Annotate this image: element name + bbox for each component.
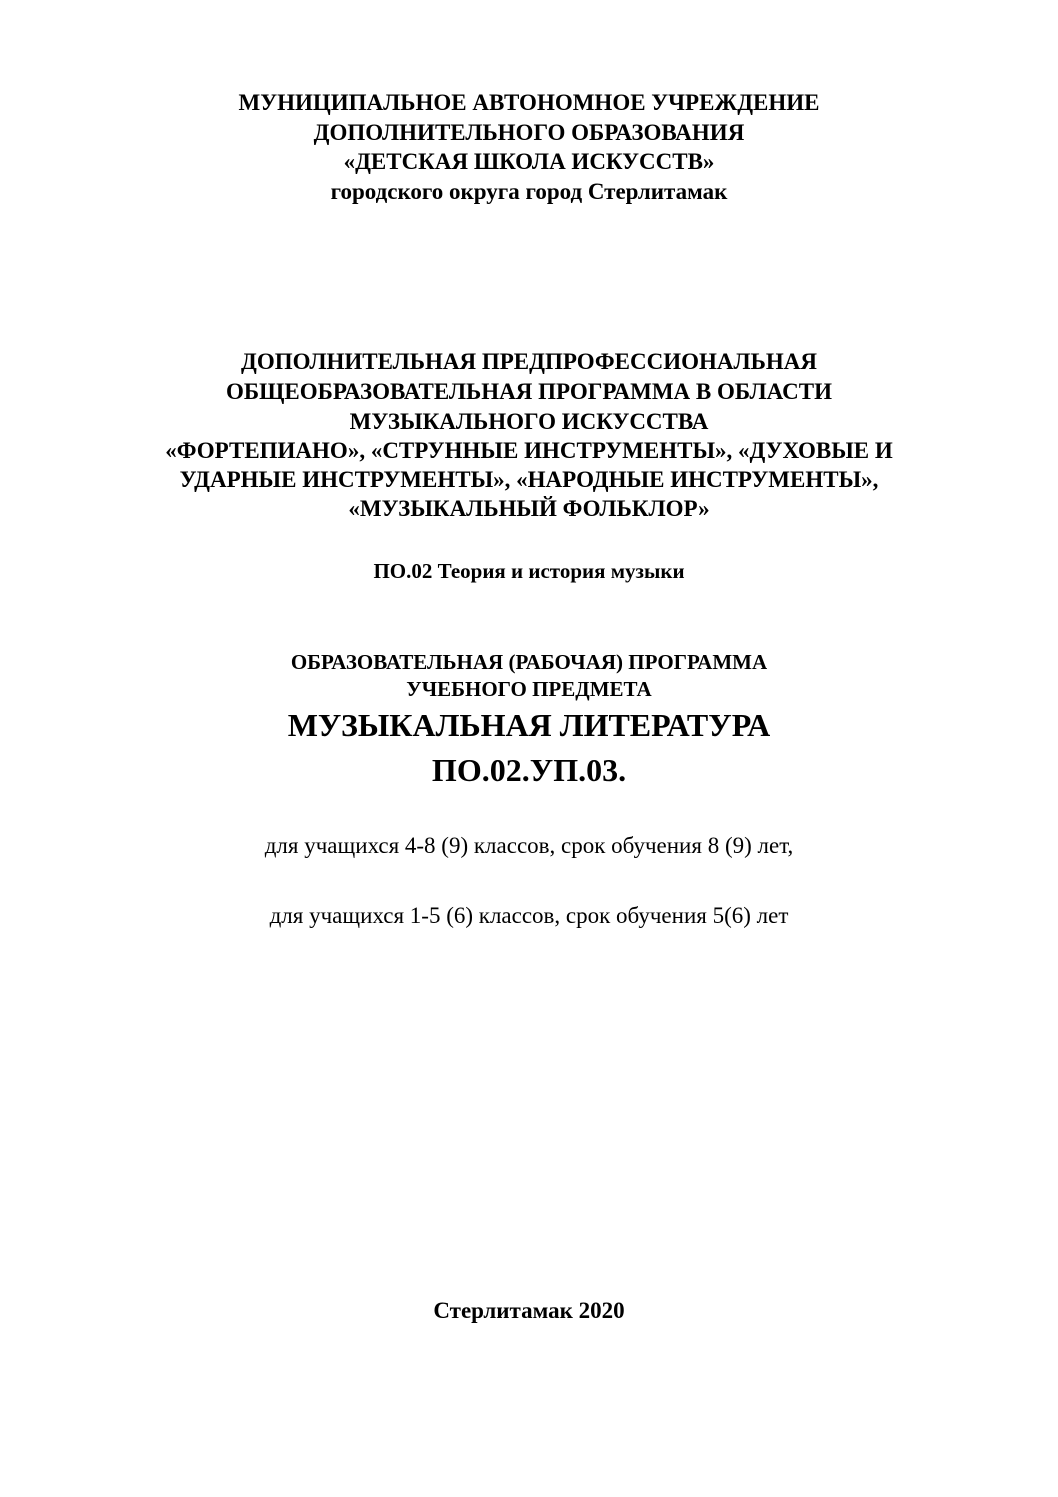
program-line-6: «МУЗЫКАЛЬНЫЙ ФОЛЬКЛОР» (348, 496, 710, 521)
audience-line-1: для учащихся 4-8 (9) классов, срок обучения 8 (9) лет, (264, 833, 794, 858)
institution-line-3: «ДЕТСКАЯ ШКОЛА ИСКУССТВ» (343, 149, 715, 174)
subject-line-2: УЧЕБНОГО ПРЕДМЕТА (406, 677, 652, 701)
program-line-3: МУЗЫКАЛЬНОГО ИСКУССТВА (349, 409, 709, 434)
subject-title: МУЗЫКАЛЬНАЯ ЛИТЕРАТУРА (287, 707, 771, 743)
program-line-5: УДАРНЫЕ ИНСТРУМЕНТЫ», «НАРОДНЫЕ ИНСТРУМЕНТЫ», (179, 467, 879, 492)
audience-line-2: для учащихся 1-5 (6) классов, срок обучения 5(6) лет (269, 903, 789, 928)
subject-code: ПО.02.УП.03. (431, 752, 627, 788)
institution-line-2: ДОПОЛНИТЕЛЬНОГО ОБРАЗОВАНИЯ (313, 120, 745, 145)
program-line-2: ОБЩЕОБРАЗОВАТЕЛЬНАЯ ПРОГРАММА В ОБЛАСТИ (226, 379, 832, 404)
institution-line-4: городского округа город Стерлитамак (330, 179, 728, 204)
institution-line-1: МУНИЦИПАЛЬНОЕ АВТОНОМНОЕ УЧРЕЖДЕНИЕ (238, 90, 820, 115)
subject-line-1: ОБРАЗОВАТЕЛЬНАЯ (РАБОЧАЯ) ПРОГРАММА (290, 650, 768, 674)
program-line-1: ДОПОЛНИТЕЛЬНАЯ ПРЕДПРОФЕССИОНАЛЬНАЯ (241, 349, 817, 374)
section-code: ПО.02 Теория и история музыки (373, 559, 685, 583)
program-line-4: «ФОРТЕПИАНО», «СТРУННЫЕ ИНСТРУМЕНТЫ», «ДУХОВЫЕ И (165, 438, 893, 463)
city-year: Стерлитамак 2020 (433, 1298, 625, 1323)
